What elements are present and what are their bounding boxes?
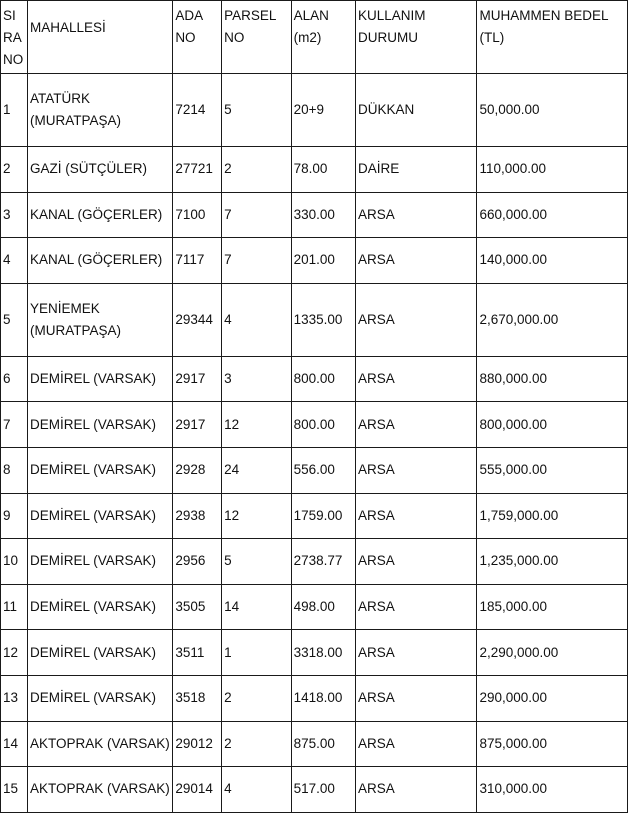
cell-muhammen-bedel: 185,000.00 [477,584,628,630]
cell-parsel-no: 5 [222,539,292,585]
table-row [1,493,628,539]
cell-mahallesi: AKTOPRAK (VARSAK) [27,767,172,813]
cell-alan: 800.00 [291,356,355,402]
cell-alan: 1335.00 [291,283,355,356]
cell-sira-no: 3 [1,192,28,238]
cell-ada-no: 29014 [173,767,222,813]
cell-muhammen-bedel: 50,000.00 [477,74,628,147]
cell-kullanim-durumu: ARSA [356,493,477,539]
cell-ada-no: 3511 [173,630,222,676]
cell-mahallesi: DEMİREL (VARSAK) [27,539,172,585]
cell-kullanim-durumu: ARSA [356,721,477,767]
cell-mahallesi: KANAL (GÖÇERLER) [27,238,172,284]
cell-sira-no: 4 [1,238,28,284]
table-header-row [1,1,628,74]
table-row [1,192,628,238]
cell-sira-no: 15 [1,767,28,813]
cell-kullanim-durumu: ARSA [356,356,477,402]
cell-parsel-no: 3 [222,356,292,402]
header-parsel-no: PARSEL NO [222,1,292,74]
cell-mahallesi: AKTOPRAK (VARSAK) [27,721,172,767]
cell-sira-no: 8 [1,447,28,493]
cell-muhammen-bedel: 290,000.00 [477,675,628,721]
cell-muhammen-bedel: 1,759,000.00 [477,493,628,539]
cell-ada-no: 2917 [173,356,222,402]
cell-alan: 498.00 [291,584,355,630]
cell-alan: 201.00 [291,238,355,284]
cell-mahallesi: DEMİREL (VARSAK) [27,584,172,630]
table-row [1,147,628,193]
cell-parsel-no: 4 [222,283,292,356]
cell-ada-no: 7100 [173,192,222,238]
cell-kullanim-durumu: ARSA [356,402,477,448]
cell-parsel-no: 1 [222,630,292,676]
cell-sira-no: 10 [1,539,28,585]
cell-alan: 1418.00 [291,675,355,721]
table-row [1,584,628,630]
cell-ada-no: 7214 [173,74,222,147]
cell-ada-no: 29344 [173,283,222,356]
cell-mahallesi: DEMİREL (VARSAK) [27,493,172,539]
cell-muhammen-bedel: 875,000.00 [477,721,628,767]
cell-kullanim-durumu: ARSA [356,584,477,630]
cell-parsel-no: 12 [222,402,292,448]
cell-kullanim-durumu: ARSA [356,767,477,813]
cell-parsel-no: 24 [222,447,292,493]
cell-alan: 2738.77 [291,539,355,585]
cell-muhammen-bedel: 555,000.00 [477,447,628,493]
cell-sira-no: 11 [1,584,28,630]
table-row [1,447,628,493]
cell-muhammen-bedel: 660,000.00 [477,192,628,238]
cell-alan: 330.00 [291,192,355,238]
cell-kullanim-durumu: ARSA [356,283,477,356]
cell-alan: 78.00 [291,147,355,193]
cell-sira-no: 7 [1,402,28,448]
cell-ada-no: 27721 [173,147,222,193]
cell-mahallesi: ATATÜRK (MURATPAŞA) [27,74,172,147]
cell-alan: 1759.00 [291,493,355,539]
cell-mahallesi: DEMİREL (VARSAK) [27,675,172,721]
cell-sira-no: 12 [1,630,28,676]
cell-kullanim-durumu: ARSA [356,447,477,493]
cell-alan: 3318.00 [291,630,355,676]
table-row [1,539,628,585]
cell-sira-no: 1 [1,74,28,147]
cell-kullanim-durumu: DAİRE [356,147,477,193]
cell-sira-no: 14 [1,721,28,767]
cell-mahallesi: KANAL (GÖÇERLER) [27,192,172,238]
cell-ada-no: 2917 [173,402,222,448]
header-ada-no: ADA NO [173,1,222,74]
cell-mahallesi: YENİEMEK (MURATPAŞA) [27,283,172,356]
cell-mahallesi: DEMİREL (VARSAK) [27,356,172,402]
cell-kullanim-durumu: ARSA [356,238,477,284]
cell-alan: 517.00 [291,767,355,813]
cell-parsel-no: 7 [222,192,292,238]
cell-ada-no: 29012 [173,721,222,767]
cell-sira-no: 13 [1,675,28,721]
cell-kullanim-durumu: ARSA [356,675,477,721]
cell-kullanim-durumu: ARSA [356,192,477,238]
cell-muhammen-bedel: 1,235,000.00 [477,539,628,585]
cell-ada-no: 3505 [173,584,222,630]
cell-muhammen-bedel: 800,000.00 [477,402,628,448]
cell-parsel-no: 4 [222,767,292,813]
cell-muhammen-bedel: 2,670,000.00 [477,283,628,356]
table-row [1,356,628,402]
cell-alan: 800.00 [291,402,355,448]
cell-ada-no: 7117 [173,238,222,284]
cell-muhammen-bedel: 140,000.00 [477,238,628,284]
header-sira-no: SIRA NO [1,1,28,74]
table-row [1,74,628,147]
cell-ada-no: 2956 [173,539,222,585]
cell-muhammen-bedel: 110,000.00 [477,147,628,193]
cell-mahallesi: GAZİ (SÜTÇÜLER) [27,147,172,193]
cell-alan: 875.00 [291,721,355,767]
cell-ada-no: 2938 [173,493,222,539]
cell-parsel-no: 14 [222,584,292,630]
cell-sira-no: 2 [1,147,28,193]
cell-parsel-no: 2 [222,721,292,767]
header-kullanim-durumu: KULLANIM DURUMU [356,1,477,74]
cell-mahallesi: DEMİREL (VARSAK) [27,447,172,493]
cell-parsel-no: 2 [222,147,292,193]
table-row [1,721,628,767]
cell-kullanim-durumu: ARSA [356,539,477,585]
cell-muhammen-bedel: 880,000.00 [477,356,628,402]
cell-mahallesi: DEMİREL (VARSAK) [27,630,172,676]
cell-parsel-no: 5 [222,74,292,147]
cell-alan: 556.00 [291,447,355,493]
table-row [1,675,628,721]
table-body [1,74,628,813]
header-mahallesi: MAHALLESİ [27,1,172,74]
cell-kullanim-durumu: DÜKKAN [356,74,477,147]
cell-parsel-no: 12 [222,493,292,539]
cell-parsel-no: 2 [222,675,292,721]
table-row [1,402,628,448]
cell-sira-no: 5 [1,283,28,356]
cell-sira-no: 6 [1,356,28,402]
cell-alan: 20+9 [291,74,355,147]
table-row [1,630,628,676]
cell-parsel-no: 7 [222,238,292,284]
cell-ada-no: 3518 [173,675,222,721]
cell-kullanim-durumu: ARSA [356,630,477,676]
table-row [1,767,628,813]
header-alan: ALAN (m2) [291,1,355,74]
cell-muhammen-bedel: 310,000.00 [477,767,628,813]
table-row [1,238,628,284]
header-muhammen-bedel: MUHAMMEN BEDEL (TL) [477,1,628,74]
cell-ada-no: 2928 [173,447,222,493]
cell-muhammen-bedel: 2,290,000.00 [477,630,628,676]
cell-sira-no: 9 [1,493,28,539]
table-row [1,283,628,356]
cell-mahallesi: DEMİREL (VARSAK) [27,402,172,448]
